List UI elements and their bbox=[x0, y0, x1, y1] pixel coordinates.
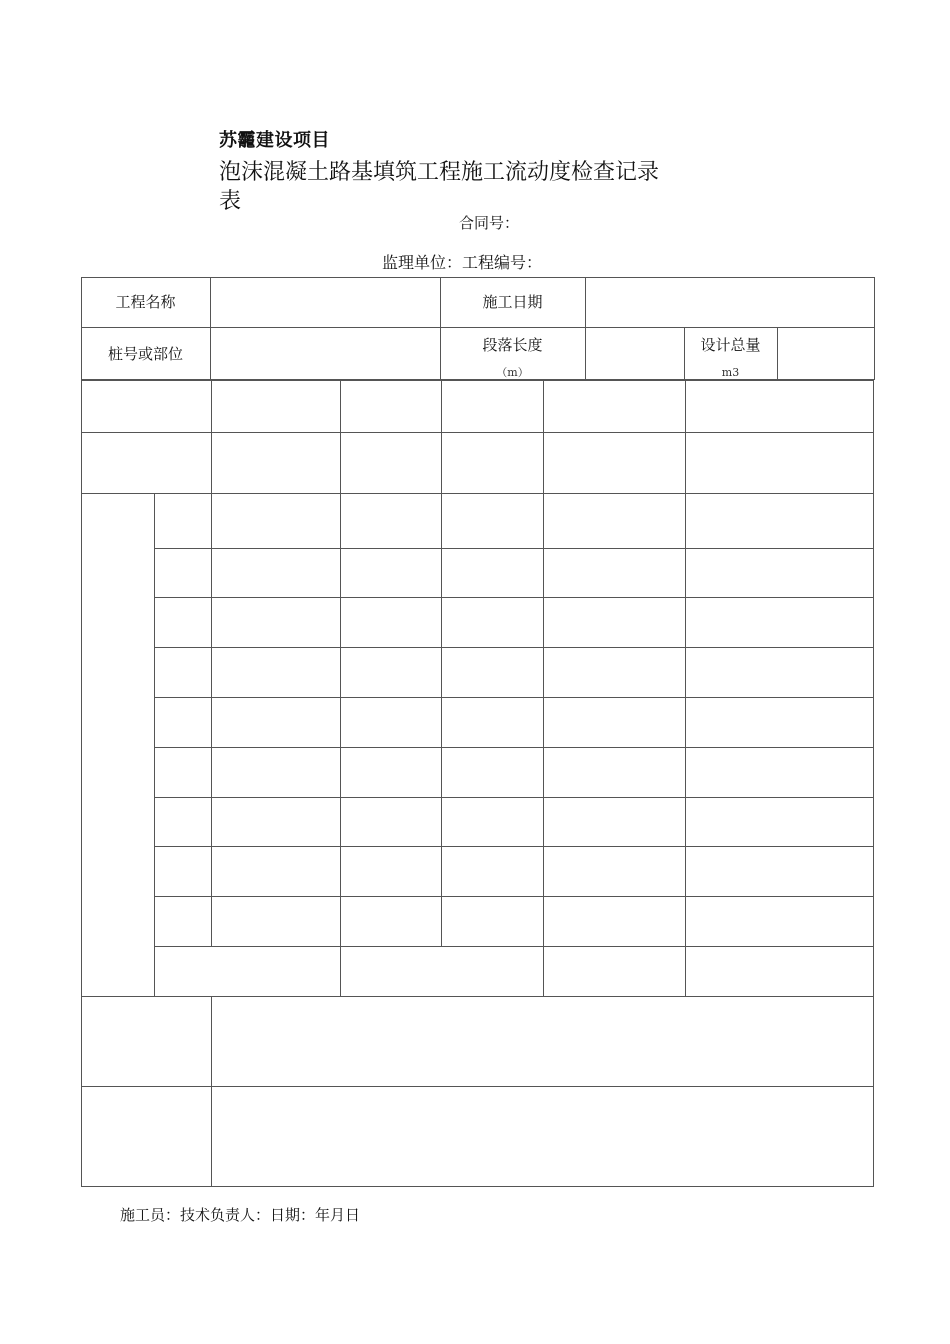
info-table-border-top bbox=[81, 277, 875, 278]
info-table-row-divider bbox=[81, 327, 875, 328]
grid-col-divider bbox=[685, 380, 686, 996]
grid-row-divider bbox=[154, 697, 874, 698]
grid-col-divider bbox=[154, 493, 155, 996]
grid-row-divider bbox=[154, 946, 874, 947]
grid-row-divider bbox=[154, 896, 874, 897]
grid-row-divider bbox=[154, 747, 874, 748]
design-total-unit: m3 bbox=[721, 366, 740, 379]
grid-col-divider bbox=[340, 380, 341, 996]
info-table-col-divider bbox=[210, 277, 211, 380]
grid-row-divider bbox=[154, 797, 874, 798]
project-name-label: 工程名称 bbox=[115, 293, 176, 311]
grid-border-left bbox=[81, 380, 82, 1187]
supervision-label: 监理单位：工程编号： bbox=[382, 253, 543, 272]
grid-col-divider bbox=[211, 380, 212, 946]
grid-row-divider bbox=[81, 432, 874, 433]
info-table-col-divider bbox=[585, 277, 586, 380]
info-table-col-divider bbox=[777, 327, 778, 380]
grid-row-divider bbox=[154, 548, 874, 549]
segment-length-unit: （m） bbox=[496, 366, 529, 379]
grid-row-divider bbox=[154, 647, 874, 648]
contract-number-label: 合同号： bbox=[459, 214, 520, 232]
grid-border-bottom bbox=[81, 1186, 874, 1187]
page-title-continued: 表 bbox=[219, 189, 242, 214]
info-table-border-right bbox=[874, 277, 875, 380]
segment-length-label: 段落长度 bbox=[482, 336, 543, 354]
grid-row-divider bbox=[81, 1086, 874, 1087]
design-total-label: 设计总量 bbox=[700, 336, 761, 354]
grid-border-top bbox=[81, 380, 874, 381]
signature-line: 施工员：技术负责人：日期：年月日 bbox=[120, 1206, 361, 1224]
grid-col-divider bbox=[441, 380, 442, 946]
station-label: 桩号或部位 bbox=[107, 345, 183, 363]
grid-row-divider bbox=[154, 597, 874, 598]
grid-row-divider bbox=[81, 996, 874, 997]
construction-date-label: 施工日期 bbox=[482, 293, 543, 311]
project-name: 苏龗建设项目 bbox=[219, 130, 330, 151]
grid-col-divider bbox=[211, 996, 212, 1186]
page-title: 泡沫混凝土路基填筑工程施工流动度检查记录 bbox=[219, 160, 660, 185]
grid-border-right bbox=[873, 380, 874, 1187]
grid-row-divider bbox=[81, 493, 874, 494]
grid-row-divider bbox=[154, 846, 874, 847]
grid-col-divider bbox=[543, 380, 544, 996]
